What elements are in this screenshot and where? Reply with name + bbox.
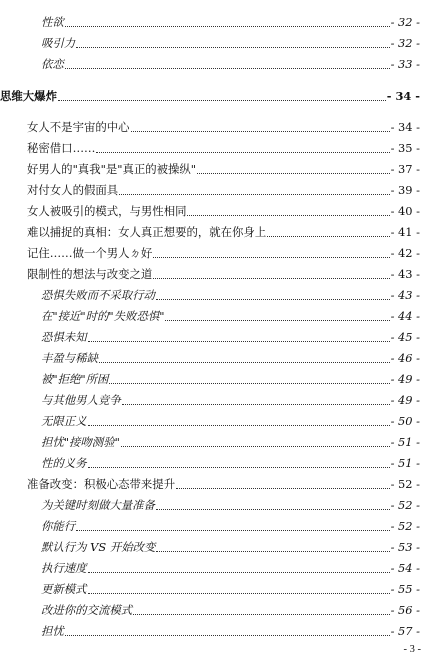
- toc-entry-title: 被"拒绝"所困: [41, 372, 109, 386]
- toc-entry[interactable]: [0, 579, 447, 600]
- toc-leader: [156, 509, 390, 510]
- toc-entry-page: - 49 -: [390, 393, 420, 407]
- toc-leader: [65, 68, 390, 69]
- toc-entry[interactable]: [0, 390, 447, 411]
- toc-entry-page: - 37 -: [390, 162, 420, 176]
- toc-leader: [88, 341, 390, 342]
- toc-entry[interactable]: [0, 516, 447, 537]
- toc-chapter-page: - 34 -: [386, 89, 420, 103]
- toc-entry-page: - 34 -: [390, 120, 420, 134]
- toc-entry[interactable]: [0, 138, 447, 159]
- toc-entry-title: 恐惧失败而不采取行动: [41, 288, 155, 302]
- toc-leader: [76, 530, 389, 531]
- toc-entry-title: 吸引力: [41, 36, 76, 50]
- toc-entry-title: 记住……做一个男人ㄉ好: [27, 246, 153, 260]
- table-of-contents: [0, 12, 447, 642]
- toc-entry-page: - 49 -: [390, 372, 420, 386]
- toc-entry[interactable]: [0, 474, 447, 495]
- toc-leader: [153, 278, 389, 279]
- toc-entry[interactable]: [0, 537, 447, 558]
- toc-entry[interactable]: [0, 306, 447, 327]
- toc-entry[interactable]: [0, 201, 447, 222]
- toc-entry[interactable]: [0, 117, 447, 138]
- toc-entry-page: - 51 -: [390, 435, 420, 449]
- toc-entry[interactable]: [0, 285, 447, 306]
- toc-entry-title: 女人被吸引的模式，与男性相同: [27, 204, 187, 218]
- toc-entry-page: - 41 -: [390, 225, 420, 239]
- toc-entry-page: - 52 -: [390, 519, 420, 533]
- toc-entry-title: 担忧"接吻测验": [41, 435, 120, 449]
- toc-leader: [187, 215, 389, 216]
- section-gap: [0, 107, 447, 117]
- toc-entry-title: 恐惧未知: [41, 330, 87, 344]
- toc-entry-page: - 43 -: [390, 288, 420, 302]
- toc-entry[interactable]: [0, 621, 447, 642]
- toc-entry-title: 性欲: [41, 15, 64, 29]
- toc-entry-page: - 40 -: [390, 204, 420, 218]
- toc-entry[interactable]: [0, 264, 447, 285]
- toc-entry-page: - 44 -: [390, 309, 420, 323]
- toc-entry[interactable]: [0, 453, 447, 474]
- toc-entry[interactable]: [0, 495, 447, 516]
- toc-entry-page: - 32 -: [390, 15, 420, 29]
- toc-entry-title: 秘密借口……: [27, 141, 96, 155]
- toc-chapter[interactable]: [0, 85, 447, 107]
- toc-entry[interactable]: [0, 12, 447, 33]
- toc-entry-title: 依恋: [41, 57, 64, 71]
- toc-entry-title: 执行速度: [41, 561, 87, 575]
- toc-leader: [176, 488, 389, 489]
- toc-entry-page: - 32 -: [390, 36, 420, 50]
- section-gap: [0, 75, 447, 85]
- toc-leader: [76, 47, 389, 48]
- toc-entry-title: 女人不是宇宙的中心: [27, 120, 130, 134]
- toc-entry[interactable]: [0, 411, 447, 432]
- toc-leader: [153, 257, 389, 258]
- toc-leader: [165, 320, 389, 321]
- toc-entry-page: - 45 -: [390, 330, 420, 344]
- toc-leader: [96, 152, 389, 153]
- toc-entry[interactable]: [0, 180, 447, 201]
- toc-entry-title: 限制性的想法与改变之道: [27, 267, 153, 281]
- toc-entry-title: 难以捕捉的真相：女人真正想要的，就在你身上: [27, 225, 267, 239]
- toc-entry-title: 改进你的交流模式: [41, 603, 133, 617]
- toc-entry-page: - 39 -: [390, 183, 420, 197]
- toc-leader: [65, 26, 390, 27]
- toc-entry[interactable]: [0, 327, 447, 348]
- toc-entry-title: 对付女人的假面具: [27, 183, 119, 197]
- toc-leader: [65, 635, 390, 636]
- toc-leader: [156, 299, 390, 300]
- toc-entry-page: - 55 -: [390, 582, 420, 596]
- toc-entry-title: 性的义务: [41, 456, 87, 470]
- toc-entry-page: - 51 -: [390, 456, 420, 470]
- toc-entry-title: 准备改变：积极心态带来提升: [27, 477, 176, 491]
- toc-entry-page: - 50 -: [390, 414, 420, 428]
- toc-entry-title: 好男人的"真我"是"真正的被操纵": [27, 162, 197, 176]
- toc-entry-page: - 54 -: [390, 561, 420, 575]
- toc-entry-page: - 53 -: [390, 540, 420, 554]
- toc-entry[interactable]: [0, 348, 447, 369]
- toc-leader: [99, 362, 390, 363]
- toc-leader: [88, 467, 390, 468]
- toc-entry-title: 丰盈与稀缺: [41, 351, 98, 365]
- toc-leader: [131, 131, 390, 132]
- toc-leader: [88, 425, 390, 426]
- toc-entry[interactable]: [0, 600, 447, 621]
- toc-entry[interactable]: [0, 243, 447, 264]
- toc-leader: [119, 194, 389, 195]
- toc-entry[interactable]: [0, 558, 447, 579]
- toc-entry-title: 你能行: [41, 519, 76, 533]
- toc-leader: [109, 383, 389, 384]
- toc-entry-title: 与其他男人竞争: [41, 393, 121, 407]
- toc-entry-page: - 52 -: [390, 477, 420, 491]
- toc-entry-page: - 42 -: [390, 246, 420, 260]
- toc-entry-page: - 35 -: [390, 141, 420, 155]
- toc-entry-title: 默认行为 VS 开始改变: [41, 540, 156, 554]
- toc-leader: [58, 100, 386, 101]
- toc-leader: [88, 572, 390, 573]
- toc-leader: [267, 236, 389, 237]
- toc-entry[interactable]: [0, 369, 447, 390]
- toc-leader: [133, 614, 389, 615]
- page-number: - 3 -: [403, 644, 421, 655]
- toc-entry[interactable]: [0, 222, 447, 243]
- toc-entry-title: 无限正义: [41, 414, 87, 428]
- toc-entry[interactable]: [0, 54, 447, 75]
- toc-entry-page: - 56 -: [390, 603, 420, 617]
- toc-entry[interactable]: [0, 33, 447, 54]
- toc-leader: [88, 593, 390, 594]
- toc-chapter-title: 思维大爆炸: [0, 89, 57, 103]
- toc-entry-page: - 43 -: [390, 267, 420, 281]
- toc-leader: [156, 551, 389, 552]
- toc-entry-page: - 57 -: [390, 624, 420, 638]
- toc-entry-title: 担忧: [41, 624, 64, 638]
- toc-entry-page: - 46 -: [390, 351, 420, 365]
- toc-leader: [121, 446, 390, 447]
- toc-entry-title: 为关键时刻做大量准备: [41, 498, 155, 512]
- toc-entry[interactable]: [0, 432, 447, 453]
- toc-leader: [197, 173, 390, 174]
- toc-entry-page: - 52 -: [390, 498, 420, 512]
- toc-entry-title: 在"接近"时的"失败恐惧": [41, 309, 165, 323]
- toc-entry-page: - 33 -: [390, 57, 420, 71]
- toc-leader: [122, 404, 390, 405]
- toc-entry-title: 更新模式: [41, 582, 87, 596]
- toc-entry[interactable]: [0, 159, 447, 180]
